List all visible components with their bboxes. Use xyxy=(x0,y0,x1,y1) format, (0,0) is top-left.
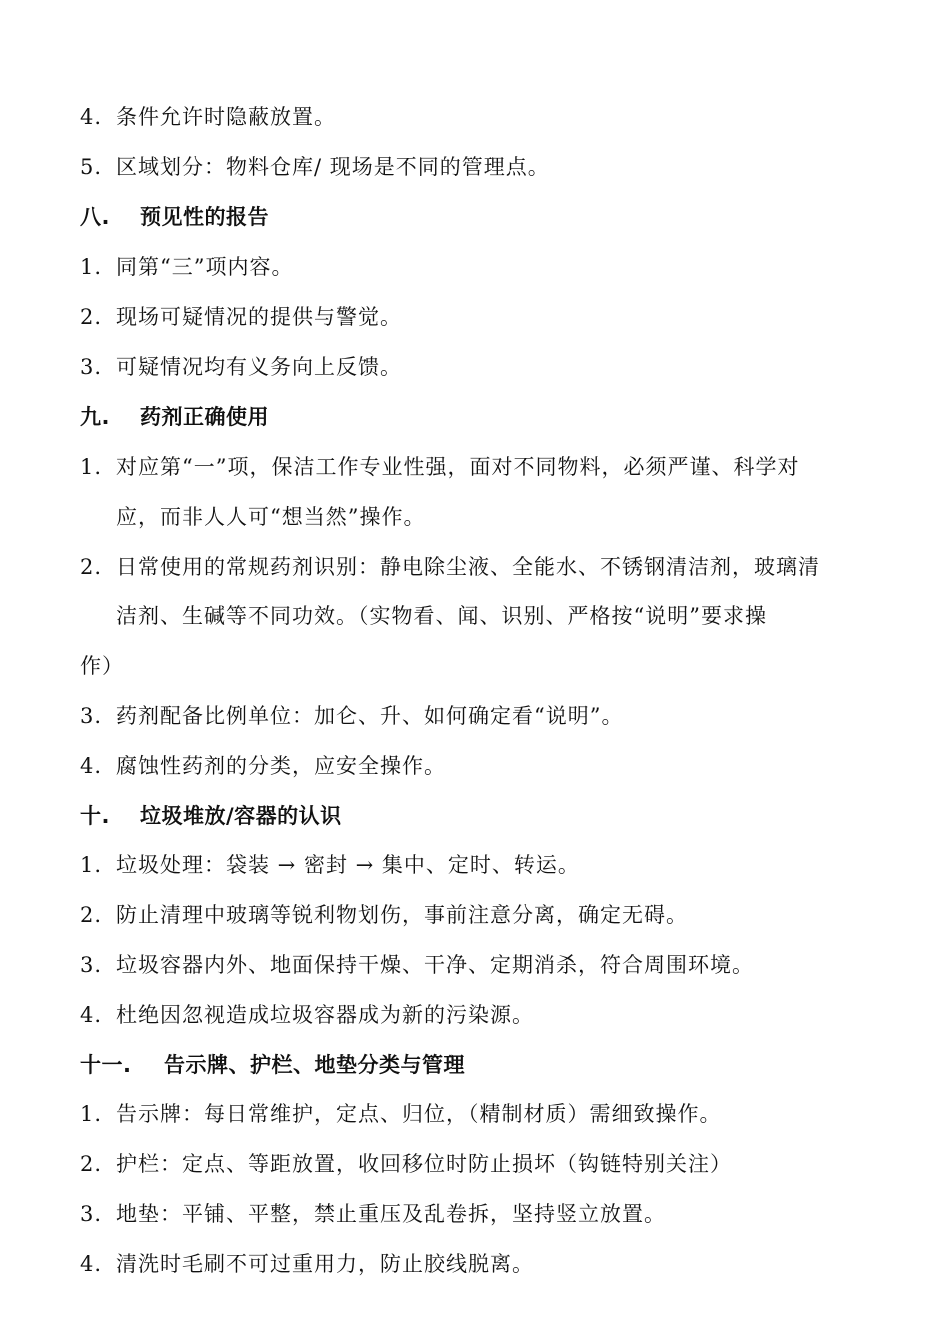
list-item xyxy=(80,452,799,482)
list-item xyxy=(80,1249,534,1279)
item-number: 4. xyxy=(80,105,103,129)
list-item xyxy=(80,552,820,582)
item-number: 2. xyxy=(80,305,103,329)
item-number: 2. xyxy=(80,1152,103,1176)
list-item xyxy=(80,1000,534,1030)
item-text: 垃圾处理：袋装 → 密封 → 集中、定时、转运。 xyxy=(116,853,580,877)
section-heading xyxy=(80,801,342,831)
item-number: 1. xyxy=(80,853,103,877)
item-text: 防止清理中玻璃等锐利物划伤，事前注意分离，确定无碍。 xyxy=(116,903,688,927)
item-number: 4. xyxy=(80,1003,103,1027)
section-heading xyxy=(80,402,269,432)
section-title: 预见性的报告 xyxy=(140,205,269,229)
item-text: 清洗时毛刷不可过重用力，防止胶线脱离。 xyxy=(116,1252,534,1276)
list-item xyxy=(80,900,688,930)
section-title: 药剂正确使用 xyxy=(140,405,269,429)
list-item-continuation xyxy=(116,601,767,631)
item-text: 区域划分：物料仓库/ 现场是不同的管理点。 xyxy=(116,155,550,179)
list-item xyxy=(80,1149,732,1179)
list-item-continuation xyxy=(116,502,425,532)
item-text: 日常使用的常规药剂识别：静电除尘液、全能水、不锈钢清洁剂，玻璃清 xyxy=(116,555,820,579)
item-number: 1. xyxy=(80,1102,103,1126)
item-number: 4. xyxy=(80,754,103,778)
item-text: 可疑情况均有义务向上反馈。 xyxy=(116,355,402,379)
section-title: 告示牌、护栏、地垫分类与管理 xyxy=(164,1053,465,1077)
section-number: 十一. xyxy=(80,1053,132,1077)
item-text: 现场可疑情况的提供与警觉。 xyxy=(116,305,402,329)
item-text: 条件允许时隐蔽放置。 xyxy=(116,105,336,129)
item-number: 5. xyxy=(80,155,103,179)
item-text: 洁剂、生碱等不同功效。（实物看、闻、识别、严格按“说明”要求操 xyxy=(116,604,767,628)
item-number: 2. xyxy=(80,555,103,579)
item-text: 地垫：平铺、平整，禁止重压及乱卷拆，坚持竖立放置。 xyxy=(116,1202,666,1226)
section-number: 十. xyxy=(80,804,110,828)
list-item xyxy=(80,701,623,731)
list-item xyxy=(80,751,446,781)
list-item xyxy=(80,352,402,382)
item-number: 3. xyxy=(80,1202,103,1226)
list-item xyxy=(80,102,336,132)
item-text: 垃圾容器内外、地面保持干燥、干净、定期消杀，符合周围环境。 xyxy=(116,953,754,977)
list-item xyxy=(80,850,580,880)
item-text: 护栏：定点、等距放置，收回移位时防止损坏（钩链特别关注） xyxy=(116,1152,732,1176)
item-number: 3. xyxy=(80,953,103,977)
item-text: 应，而非人人可“想当然”操作。 xyxy=(116,505,426,529)
item-text: 作） xyxy=(80,654,124,678)
item-text: 腐蚀性药剂的分类，应安全操作。 xyxy=(116,754,446,778)
list-item xyxy=(80,1199,666,1229)
section-heading xyxy=(80,202,269,232)
list-item xyxy=(80,950,754,980)
list-item xyxy=(80,152,550,182)
item-number: 3. xyxy=(80,355,103,379)
item-text: 杜绝因忽视造成垃圾容器成为新的污染源。 xyxy=(116,1003,534,1027)
section-number: 九. xyxy=(80,405,110,429)
section-number: 八. xyxy=(80,205,110,229)
item-number: 1. xyxy=(80,255,103,279)
section-heading xyxy=(80,1050,465,1080)
section-title: 垃圾堆放/容器的认识 xyxy=(140,804,342,828)
item-number: 4. xyxy=(80,1252,103,1276)
item-text: 同第“三”项内容。 xyxy=(116,255,294,279)
item-text: 告示牌：每日常维护，定点、归位，（精制材质）需细致操作。 xyxy=(116,1102,722,1126)
list-item xyxy=(80,1099,722,1129)
item-number: 1. xyxy=(80,455,103,479)
list-item xyxy=(80,302,402,332)
item-text: 对应第“一”项，保洁工作专业性强，面对不同物料，必须严谨、科学对 xyxy=(116,455,800,479)
item-number: 3. xyxy=(80,704,103,728)
item-number: 2. xyxy=(80,903,103,927)
paragraph-text xyxy=(80,651,124,681)
item-text: 药剂配备比例单位：加仑、升、如何确定看“说明”。 xyxy=(116,704,624,728)
list-item xyxy=(80,252,293,282)
